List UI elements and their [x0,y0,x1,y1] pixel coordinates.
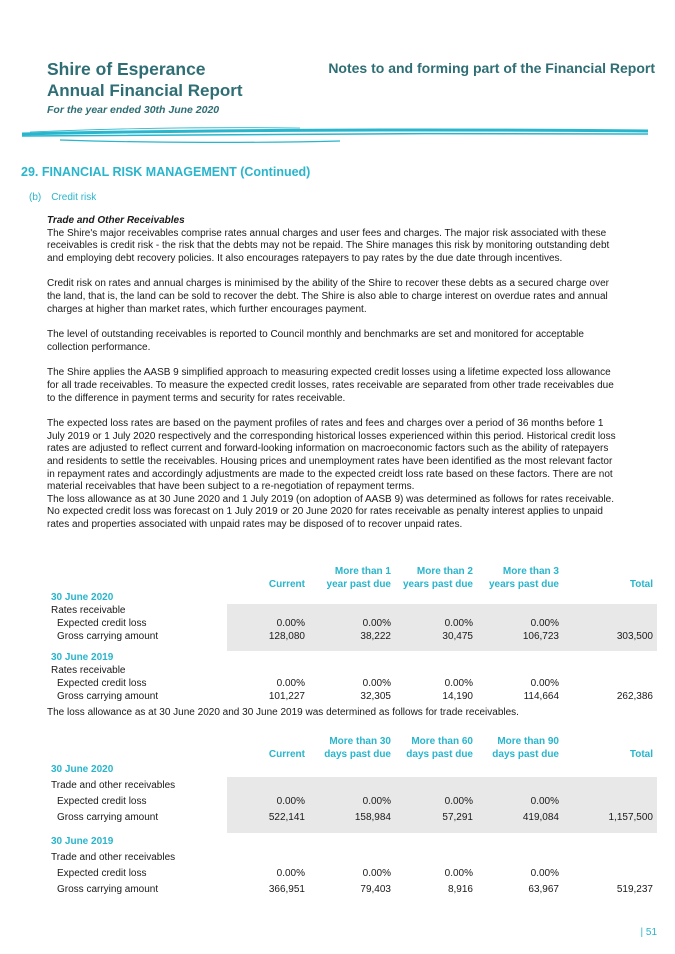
col-header: Current [268,579,305,590]
paragraph-2: Credit risk on rates and annual charges is minimised by the ability of the Shire to recover these debts as a secured charge over the land, that is, the land can be sold to recover the debt. The Shire is also able to charge interest on overdue rates and annual charges at higher than market rates, which further encourages payment. [47,278,609,315]
page-number: | 51 [640,927,657,938]
table-row: Rates receivable [51,665,126,676]
report-title: Annual Financial Report [47,81,243,100]
table-row: Rates receivable [47,604,657,617]
col-header: More than 3 years past due [488,566,559,590]
paragraph-3: The level of outstanding receivables is reported to Council monthly and benchmarks are set and monitored for acceptable collection performance. [47,329,584,353]
report-header [47,58,243,116]
table-row: Gross carrying amount 522,141 158,984 57,291 419,084 1,157,500 [47,809,657,825]
table-row: Trade and other receivables [47,777,657,793]
col-header: Total [629,579,653,590]
table-row: Gross carrying amount 366,951 79,403 8,916 63,967 519,237 [57,883,653,895]
subsection-letter: (b) [29,192,42,203]
paragraph-4: The Shire applies the AASB 9 simplified approach to measuring expected credit losses using a lifetime expected loss allowance for all trade receivables. To measure the expected credit losses, rates receivable are separated from other trade receivables due to the difference in payment terms and security for rates receivable. [47,367,614,404]
trade-receivables-table [47,735,657,897]
table-row: Gross carrying amount 101,227 32,305 14,190 114,664 262,386 [57,691,653,702]
paragraph-1: The Shire's major receivables comprise rates annual charges and user fees and charges. The major risk associated with these receivables is credit risk - the risk that the debts may not be repaid. The Shire manages this risk by monitoring outstanding debt and employing debt recovery policies. It also encourages ratepayers to pay rates by the due date through incentives. [47,227,610,264]
col-header: More than 30 days past due [324,736,391,760]
table-row: 30 June 2020 [51,592,114,603]
col-header: More than 60 days past due [406,736,473,760]
notes-title: Notes to and forming part of the Financial Report [328,60,655,76]
body-text [47,215,622,531]
col-header: More than 2 years past due [402,566,473,590]
table-row: 30 June 2020 [51,763,114,775]
section-title: 29. FINANCIAL RISK MANAGEMENT (Continued) [21,165,311,179]
col-header: More than 1 year past due [326,566,391,590]
table-row: Gross carrying amount 128,080 38,222 30,475 106,723 303,500 [47,630,657,643]
organisation-name: Shire of Esperance [47,59,206,79]
col-header: Total [629,749,653,760]
paragraph-6: The loss allowance as at 30 June 2020 and 1 July 2019 (on adoption of AASB 9) was determined as follows for rates receivable. No expected credit loss was forecast on 1 July 2019 or 20 June 2020 for rates receivable as penalty interest applies to unpaid rates and properties associated with unpaid rates may be disposed of to recover unpaid rates. [47,493,615,530]
paragraph-5: The expected loss rates are based on the payment profiles of rates and fees and charges over a period of 36 months before 1 July 2019 or 1 July 2020 respectively and the corresponding historical losses experienced within this period. Historical credit loss rates are adjusted to reflect current and forward-looking information on macroeconomic factors such as the ability of ratepayers and residents to settle the receivables. Housing prices and unemployment rates have been identified as the most relevant factor in repayment rates and accordingly adjustments are made to the expected creidt loss rate based on these factors. There are not material receivables that have been subject to a re-negotiation of repayment terms. [47,418,616,493]
subsection-title [29,192,106,203]
header-swoosh-decoration [0,122,675,150]
subsection-label: Credit risk [51,192,97,203]
table-row: 30 June 2019 [51,835,114,847]
body-heading: Trade and Other Receivables [47,215,185,226]
report-period: For the year ended 30th June 2020 [47,104,220,116]
table-header-row [47,735,657,761]
table-row: 30 June 2019 [51,652,114,663]
col-header: More than 90 days past due [492,736,559,760]
table-header-row [47,565,657,591]
rates-receivable-table [47,565,657,703]
table-row: Expected credit loss 0.00% 0.00% 0.00% 0.00% [47,617,657,630]
table-row: Expected credit loss 0.00% 0.00% 0.00% 0.00% [57,867,559,879]
table-row: Trade and other receivables [51,851,176,863]
table-row: Expected credit loss 0.00% 0.00% 0.00% 0.00% [47,793,657,809]
table-row: Expected credit loss 0.00% 0.00% 0.00% 0.00% [57,678,559,689]
col-header: Current [268,749,305,760]
trade-receivables-intro: The loss allowance as at 30 June 2020 and 30 June 2019 was determined as follows for trade receivables. [47,707,519,718]
